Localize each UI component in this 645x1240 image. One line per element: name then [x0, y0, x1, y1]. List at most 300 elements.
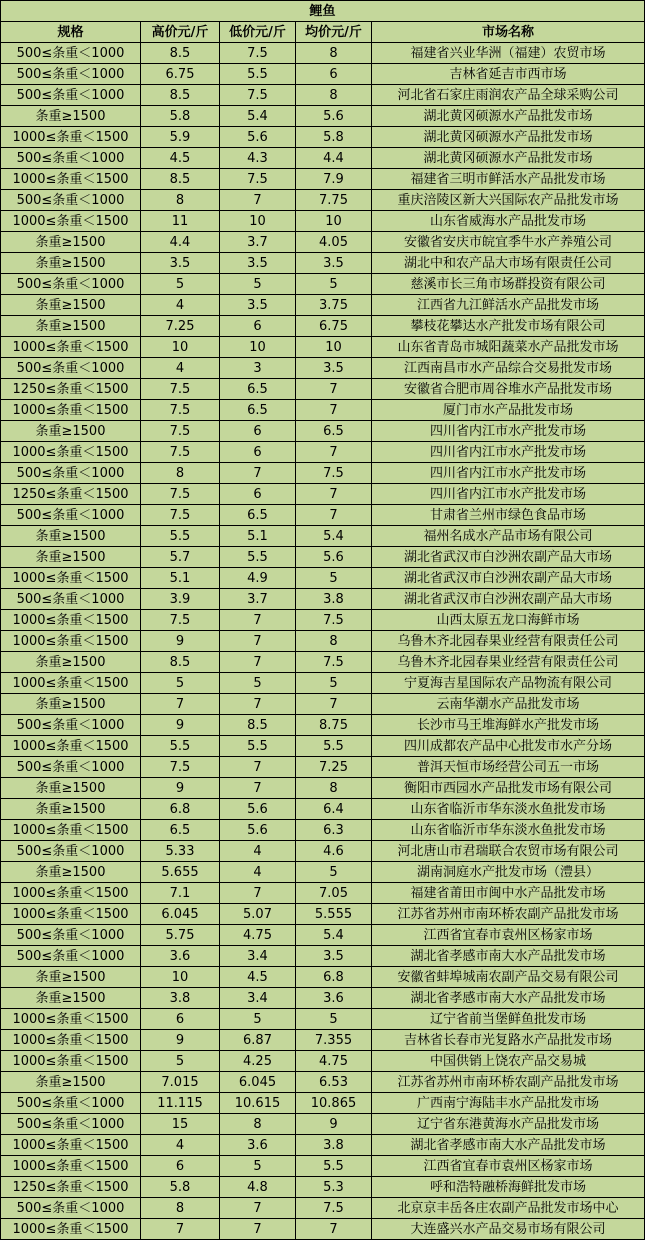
cell-market-name: 江苏省苏州市南环桥农副产品批发市场 — [372, 904, 645, 925]
cell-avg-price: 7.75 — [296, 190, 372, 211]
cell-avg-price: 3.8 — [296, 1135, 372, 1156]
table-row — [1, 589, 645, 610]
cell-low-price: 5.5 — [220, 64, 296, 85]
cell-low-price: 3.7 — [220, 232, 296, 253]
table-row — [1, 967, 645, 988]
cell-spec: 500≤条重＜1000 — [1, 85, 141, 106]
cell-market-name: 湖北省孝感市南大水产品批发市场 — [372, 946, 645, 967]
cell-high-price: 8 — [141, 190, 220, 211]
cell-low-price: 3 — [220, 358, 296, 379]
cell-market-name: 长沙市马王堆海鲜水产批发市场 — [372, 715, 645, 736]
cell-avg-price: 6.5 — [296, 421, 372, 442]
cell-low-price: 3.5 — [220, 253, 296, 274]
cell-low-price: 6.045 — [220, 1072, 296, 1093]
table-row — [1, 904, 645, 925]
cell-spec: 1000≤条重＜1500 — [1, 127, 141, 148]
cell-high-price: 8.5 — [141, 169, 220, 190]
cell-avg-price: 8 — [296, 85, 372, 106]
cell-market-name: 江苏省苏州市南环桥农副产品批发市场 — [372, 1072, 645, 1093]
cell-spec: 1250≤条重＜1500 — [1, 379, 141, 400]
table-row — [1, 127, 645, 148]
cell-spec: 条重≥1500 — [1, 526, 141, 547]
cell-market-name: 云南华潮水产品批发市场 — [372, 694, 645, 715]
cell-spec: 500≤条重＜1000 — [1, 64, 141, 85]
title-row — [1, 1, 645, 22]
cell-low-price: 6 — [220, 484, 296, 505]
table-row — [1, 610, 645, 631]
table-row — [1, 736, 645, 757]
cell-market-name: 福州名成水产品市场有限公司 — [372, 526, 645, 547]
table-row — [1, 463, 645, 484]
cell-high-price: 7.25 — [141, 316, 220, 337]
cell-market-name: 四川成都农产品中心批发市水产分场 — [372, 736, 645, 757]
cell-high-price: 5.8 — [141, 1177, 220, 1198]
table-row — [1, 358, 645, 379]
cell-spec: 1000≤条重＜1500 — [1, 337, 141, 358]
cell-high-price: 7.015 — [141, 1072, 220, 1093]
table-row — [1, 757, 645, 778]
cell-low-price: 7 — [220, 757, 296, 778]
cell-market-name: 辽宁省前当堡鲜鱼批发市场 — [372, 1009, 645, 1030]
cell-high-price: 4 — [141, 358, 220, 379]
cell-low-price: 10.615 — [220, 1093, 296, 1114]
cell-low-price: 7 — [220, 883, 296, 904]
cell-high-price: 9 — [141, 631, 220, 652]
cell-market-name: 厦门市水产品批发市场 — [372, 400, 645, 421]
cell-market-name: 湖南洞庭水产批发市场（澧县） — [372, 862, 645, 883]
cell-spec: 1000≤条重＜1500 — [1, 904, 141, 925]
cell-market-name: 湖北黄冈硕源水产品批发市场 — [372, 148, 645, 169]
cell-spec: 条重≥1500 — [1, 967, 141, 988]
cell-high-price: 10 — [141, 967, 220, 988]
table-row — [1, 925, 645, 946]
cell-spec: 1250≤条重＜1500 — [1, 484, 141, 505]
cell-high-price: 3.8 — [141, 988, 220, 1009]
table-row — [1, 1198, 645, 1219]
cell-avg-price: 6.53 — [296, 1072, 372, 1093]
cell-spec: 1000≤条重＜1500 — [1, 1135, 141, 1156]
cell-market-name: 辽宁省东港黄海水产品批发市场 — [372, 1114, 645, 1135]
cell-avg-price: 3.5 — [296, 946, 372, 967]
table-row — [1, 1156, 645, 1177]
cell-high-price: 4 — [141, 295, 220, 316]
cell-low-price: 7 — [220, 631, 296, 652]
cell-low-price: 5 — [220, 274, 296, 295]
cell-avg-price: 3.8 — [296, 589, 372, 610]
header-avg-price: 均价元/斤 — [296, 22, 372, 43]
cell-low-price: 3.5 — [220, 295, 296, 316]
cell-avg-price: 10 — [296, 211, 372, 232]
cell-high-price: 7.5 — [141, 484, 220, 505]
cell-market-name: 四川省内江市水产批发市场 — [372, 421, 645, 442]
cell-high-price: 4.5 — [141, 148, 220, 169]
cell-avg-price: 6.8 — [296, 967, 372, 988]
cell-low-price: 7.5 — [220, 85, 296, 106]
cell-avg-price: 6.3 — [296, 820, 372, 841]
cell-low-price: 7.5 — [220, 43, 296, 64]
cell-low-price: 5.6 — [220, 127, 296, 148]
cell-spec: 条重≥1500 — [1, 232, 141, 253]
cell-spec: 1000≤条重＜1500 — [1, 631, 141, 652]
cell-high-price: 5 — [141, 1051, 220, 1072]
cell-low-price: 7 — [220, 610, 296, 631]
table-row — [1, 1072, 645, 1093]
cell-spec: 1000≤条重＜1500 — [1, 211, 141, 232]
cell-low-price: 7 — [220, 1219, 296, 1240]
cell-spec: 条重≥1500 — [1, 778, 141, 799]
cell-low-price: 3.7 — [220, 589, 296, 610]
table-row — [1, 43, 645, 64]
table-row — [1, 211, 645, 232]
cell-spec: 500≤条重＜1000 — [1, 190, 141, 211]
cell-avg-price: 7 — [296, 505, 372, 526]
table-row — [1, 1030, 645, 1051]
cell-market-name: 大连盛兴水产品交易市场有限公司 — [372, 1219, 645, 1240]
table-row — [1, 190, 645, 211]
cell-spec: 500≤条重＜1000 — [1, 148, 141, 169]
table-row — [1, 148, 645, 169]
cell-market-name: 湖北黄冈硕源水产品批发市场 — [372, 127, 645, 148]
cell-low-price: 3.6 — [220, 1135, 296, 1156]
cell-low-price: 7 — [220, 694, 296, 715]
table-row — [1, 547, 645, 568]
cell-avg-price: 5.4 — [296, 925, 372, 946]
cell-avg-price: 7.05 — [296, 883, 372, 904]
cell-spec: 500≤条重＜1000 — [1, 274, 141, 295]
cell-spec: 1000≤条重＜1500 — [1, 1219, 141, 1240]
cell-avg-price: 7.5 — [296, 463, 372, 484]
cell-low-price: 7.5 — [220, 169, 296, 190]
table-row — [1, 673, 645, 694]
table-row — [1, 631, 645, 652]
cell-market-name: 慈溪市长三角市场群投资有限公司 — [372, 274, 645, 295]
cell-low-price: 4.8 — [220, 1177, 296, 1198]
cell-spec: 500≤条重＜1000 — [1, 946, 141, 967]
cell-market-name: 山东省临沂市华东淡水鱼批发市场 — [372, 820, 645, 841]
cell-spec: 1000≤条重＜1500 — [1, 442, 141, 463]
table-row — [1, 1051, 645, 1072]
cell-spec: 条重≥1500 — [1, 295, 141, 316]
table-row — [1, 883, 645, 904]
cell-avg-price: 4.05 — [296, 232, 372, 253]
cell-low-price: 7 — [220, 1198, 296, 1219]
table-row — [1, 379, 645, 400]
cell-spec: 1250≤条重＜1500 — [1, 1177, 141, 1198]
cell-high-price: 9 — [141, 715, 220, 736]
table-row — [1, 442, 645, 463]
cell-low-price: 4 — [220, 862, 296, 883]
cell-spec: 1000≤条重＜1500 — [1, 883, 141, 904]
cell-avg-price: 8 — [296, 43, 372, 64]
table-row — [1, 505, 645, 526]
cell-high-price: 11.115 — [141, 1093, 220, 1114]
cell-high-price: 4.4 — [141, 232, 220, 253]
cell-low-price: 8.5 — [220, 715, 296, 736]
cell-low-price: 10 — [220, 337, 296, 358]
table-row — [1, 526, 645, 547]
cell-avg-price: 5 — [296, 673, 372, 694]
cell-market-name: 山东省临沂市华东淡水鱼批发市场 — [372, 799, 645, 820]
cell-high-price: 3.9 — [141, 589, 220, 610]
cell-spec: 500≤条重＜1000 — [1, 715, 141, 736]
cell-high-price: 9 — [141, 1030, 220, 1051]
cell-avg-price: 7 — [296, 1219, 372, 1240]
cell-high-price: 8 — [141, 463, 220, 484]
cell-low-price: 4 — [220, 841, 296, 862]
cell-spec: 条重≥1500 — [1, 316, 141, 337]
cell-avg-price: 5.5 — [296, 1156, 372, 1177]
cell-spec: 1000≤条重＜1500 — [1, 610, 141, 631]
cell-avg-price: 3.5 — [296, 358, 372, 379]
cell-market-name: 乌鲁木齐北园春果业经营有限责任公司 — [372, 631, 645, 652]
cell-spec: 500≤条重＜1000 — [1, 1093, 141, 1114]
cell-spec: 1000≤条重＜1500 — [1, 736, 141, 757]
cell-spec: 1000≤条重＜1500 — [1, 568, 141, 589]
cell-high-price: 5 — [141, 673, 220, 694]
header-row — [1, 22, 645, 43]
cell-market-name: 呼和浩特融桥海鲜批发市场 — [372, 1177, 645, 1198]
table-row — [1, 232, 645, 253]
cell-low-price: 4.9 — [220, 568, 296, 589]
cell-high-price: 9 — [141, 778, 220, 799]
cell-high-price: 7.5 — [141, 379, 220, 400]
cell-spec: 1000≤条重＜1500 — [1, 820, 141, 841]
cell-low-price: 6 — [220, 421, 296, 442]
cell-high-price: 7.5 — [141, 505, 220, 526]
cell-high-price: 7.1 — [141, 883, 220, 904]
cell-avg-price: 7.9 — [296, 169, 372, 190]
cell-market-name: 四川省内江市水产批发市场 — [372, 484, 645, 505]
cell-spec: 500≤条重＜1000 — [1, 925, 141, 946]
cell-high-price: 5.9 — [141, 127, 220, 148]
cell-market-name: 江西省宜春市袁州区杨家市场 — [372, 925, 645, 946]
cell-avg-price: 5.8 — [296, 127, 372, 148]
cell-spec: 条重≥1500 — [1, 547, 141, 568]
cell-low-price: 10 — [220, 211, 296, 232]
cell-spec: 条重≥1500 — [1, 1072, 141, 1093]
cell-high-price: 6.5 — [141, 820, 220, 841]
cell-low-price: 5.6 — [220, 820, 296, 841]
table-row — [1, 946, 645, 967]
table-title: 鲤鱼 — [1, 1, 645, 22]
cell-spec: 500≤条重＜1000 — [1, 841, 141, 862]
cell-spec: 500≤条重＜1000 — [1, 589, 141, 610]
cell-market-name: 安徽省安庆市皖宜季牛水产养殖公司 — [372, 232, 645, 253]
cell-high-price: 5.1 — [141, 568, 220, 589]
cell-market-name: 湖北中和农产品大市场有限责任公司 — [372, 253, 645, 274]
cell-market-name: 江西省九江鲜活水产品批发市场 — [372, 295, 645, 316]
cell-spec: 条重≥1500 — [1, 253, 141, 274]
cell-market-name: 安徽省蚌埠城南农副产品交易有限公司 — [372, 967, 645, 988]
table-row — [1, 988, 645, 1009]
cell-high-price: 4 — [141, 1135, 220, 1156]
cell-market-name: 山东省威海水产品批发市场 — [372, 211, 645, 232]
cell-high-price: 11 — [141, 211, 220, 232]
cell-avg-price: 7 — [296, 379, 372, 400]
cell-avg-price: 5 — [296, 568, 372, 589]
cell-avg-price: 5 — [296, 1009, 372, 1030]
cell-avg-price: 3.6 — [296, 988, 372, 1009]
cell-high-price: 3.6 — [141, 946, 220, 967]
cell-market-name: 四川省内江市水产批发市场 — [372, 463, 645, 484]
cell-spec: 500≤条重＜1000 — [1, 43, 141, 64]
cell-market-name: 北京京丰岳各庄农副产品批发市场中心 — [372, 1198, 645, 1219]
cell-market-name: 湖北黄冈硕源水产品批发市场 — [372, 106, 645, 127]
cell-spec: 500≤条重＜1000 — [1, 1198, 141, 1219]
cell-low-price: 5.5 — [220, 736, 296, 757]
cell-high-price: 7.5 — [141, 757, 220, 778]
cell-market-name: 安徽省合肥市周谷堆水产品批发市场 — [372, 379, 645, 400]
cell-avg-price: 10.865 — [296, 1093, 372, 1114]
cell-market-name: 中国供销上饶农产品交易城 — [372, 1051, 645, 1072]
cell-low-price: 5.6 — [220, 799, 296, 820]
cell-avg-price: 8 — [296, 778, 372, 799]
cell-market-name: 乌鲁木齐北园春果业经营有限责任公司 — [372, 652, 645, 673]
cell-avg-price: 5.3 — [296, 1177, 372, 1198]
cell-spec: 条重≥1500 — [1, 421, 141, 442]
cell-market-name: 重庆涪陵区新大兴国际农产品批发市场 — [372, 190, 645, 211]
table-row — [1, 1114, 645, 1135]
cell-low-price: 6.5 — [220, 400, 296, 421]
table-row — [1, 778, 645, 799]
cell-spec: 500≤条重＜1000 — [1, 505, 141, 526]
cell-avg-price: 7 — [296, 400, 372, 421]
cell-low-price: 5.4 — [220, 106, 296, 127]
cell-market-name: 衡阳市西园水产品批发市场有限公司 — [372, 778, 645, 799]
table-row — [1, 169, 645, 190]
cell-market-name: 山东省青岛市城阳蔬菜水产品批发市场 — [372, 337, 645, 358]
cell-avg-price: 4.4 — [296, 148, 372, 169]
cell-low-price: 7 — [220, 190, 296, 211]
table-row — [1, 1135, 645, 1156]
cell-market-name: 吉林省延吉市西市场 — [372, 64, 645, 85]
cell-market-name: 江西南昌市水产品综合交易批发市场 — [372, 358, 645, 379]
cell-avg-price: 6.75 — [296, 316, 372, 337]
cell-market-name: 四川省内江市水产批发市场 — [372, 442, 645, 463]
cell-avg-price: 7.5 — [296, 610, 372, 631]
cell-avg-price: 5 — [296, 274, 372, 295]
table-row — [1, 484, 645, 505]
cell-avg-price: 10 — [296, 337, 372, 358]
cell-high-price: 5.7 — [141, 547, 220, 568]
table-row — [1, 274, 645, 295]
cell-high-price: 8 — [141, 1198, 220, 1219]
table-row — [1, 337, 645, 358]
cell-market-name: 福建省莆田市闽中水产品批发市场 — [372, 883, 645, 904]
cell-spec: 1000≤条重＜1500 — [1, 1156, 141, 1177]
cell-avg-price: 6 — [296, 64, 372, 85]
cell-high-price: 7 — [141, 694, 220, 715]
cell-low-price: 7 — [220, 778, 296, 799]
cell-high-price: 7.5 — [141, 421, 220, 442]
cell-high-price: 7.5 — [141, 400, 220, 421]
table-row — [1, 1219, 645, 1240]
cell-high-price: 5.8 — [141, 106, 220, 127]
cell-low-price: 5.5 — [220, 547, 296, 568]
table-row — [1, 64, 645, 85]
table-body — [1, 43, 645, 1240]
table-row — [1, 106, 645, 127]
cell-low-price: 4.3 — [220, 148, 296, 169]
cell-avg-price: 7 — [296, 442, 372, 463]
table-row — [1, 400, 645, 421]
header-high-price: 高价元/斤 — [141, 22, 220, 43]
cell-spec: 条重≥1500 — [1, 694, 141, 715]
cell-market-name: 福建省三明市鲜活水产品批发市场 — [372, 169, 645, 190]
table-row — [1, 568, 645, 589]
table-row — [1, 1177, 645, 1198]
cell-avg-price: 9 — [296, 1114, 372, 1135]
table-row — [1, 715, 645, 736]
cell-spec: 1000≤条重＜1500 — [1, 169, 141, 190]
cell-high-price: 8.5 — [141, 85, 220, 106]
table-row — [1, 652, 645, 673]
table-row — [1, 694, 645, 715]
cell-avg-price: 7 — [296, 694, 372, 715]
cell-avg-price: 8 — [296, 631, 372, 652]
cell-spec: 500≤条重＜1000 — [1, 1114, 141, 1135]
cell-high-price: 6.045 — [141, 904, 220, 925]
cell-high-price: 5.33 — [141, 841, 220, 862]
cell-spec: 条重≥1500 — [1, 652, 141, 673]
table-row — [1, 1093, 645, 1114]
cell-avg-price: 7.355 — [296, 1030, 372, 1051]
cell-market-name: 攀枝花攀达水产批发市场有限公司 — [372, 316, 645, 337]
cell-spec: 1000≤条重＜1500 — [1, 1051, 141, 1072]
cell-high-price: 15 — [141, 1114, 220, 1135]
cell-high-price: 10 — [141, 337, 220, 358]
cell-low-price: 6.5 — [220, 379, 296, 400]
cell-low-price: 6 — [220, 442, 296, 463]
cell-market-name: 福建省兴业华洲（福建）农贸市场 — [372, 43, 645, 64]
cell-avg-price: 5.6 — [296, 106, 372, 127]
table-row — [1, 1009, 645, 1030]
cell-avg-price: 5.555 — [296, 904, 372, 925]
cell-avg-price: 5 — [296, 862, 372, 883]
cell-spec: 1000≤条重＜1500 — [1, 1030, 141, 1051]
cell-market-name: 山西太原五龙口海鲜市场 — [372, 610, 645, 631]
table-row — [1, 85, 645, 106]
table-row — [1, 799, 645, 820]
cell-market-name: 江西省宜春市袁州区杨家市场 — [372, 1156, 645, 1177]
cell-low-price: 3.4 — [220, 988, 296, 1009]
cell-avg-price: 7.5 — [296, 652, 372, 673]
cell-market-name: 吉林省长春市光复路水产品批发市场 — [372, 1030, 645, 1051]
cell-spec: 条重≥1500 — [1, 799, 141, 820]
cell-avg-price: 5.5 — [296, 736, 372, 757]
cell-high-price: 7.5 — [141, 610, 220, 631]
cell-avg-price: 6.4 — [296, 799, 372, 820]
cell-market-name: 湖北省武汉市白沙洲农副产品大市场 — [372, 547, 645, 568]
cell-spec: 条重≥1500 — [1, 988, 141, 1009]
cell-high-price: 6 — [141, 1156, 220, 1177]
cell-low-price: 4.5 — [220, 967, 296, 988]
cell-market-name: 广西南宁海陆丰水产品批发市场 — [372, 1093, 645, 1114]
cell-high-price: 5 — [141, 274, 220, 295]
cell-low-price: 5 — [220, 1156, 296, 1177]
cell-low-price: 6 — [220, 316, 296, 337]
cell-high-price: 7 — [141, 1219, 220, 1240]
cell-high-price: 6.8 — [141, 799, 220, 820]
cell-spec: 条重≥1500 — [1, 862, 141, 883]
cell-market-name: 甘肃省兰州市绿色食品市场 — [372, 505, 645, 526]
cell-avg-price: 5.6 — [296, 547, 372, 568]
cell-high-price: 6.75 — [141, 64, 220, 85]
cell-avg-price: 4.6 — [296, 841, 372, 862]
cell-low-price: 5 — [220, 1009, 296, 1030]
cell-low-price: 5.1 — [220, 526, 296, 547]
table-row — [1, 841, 645, 862]
